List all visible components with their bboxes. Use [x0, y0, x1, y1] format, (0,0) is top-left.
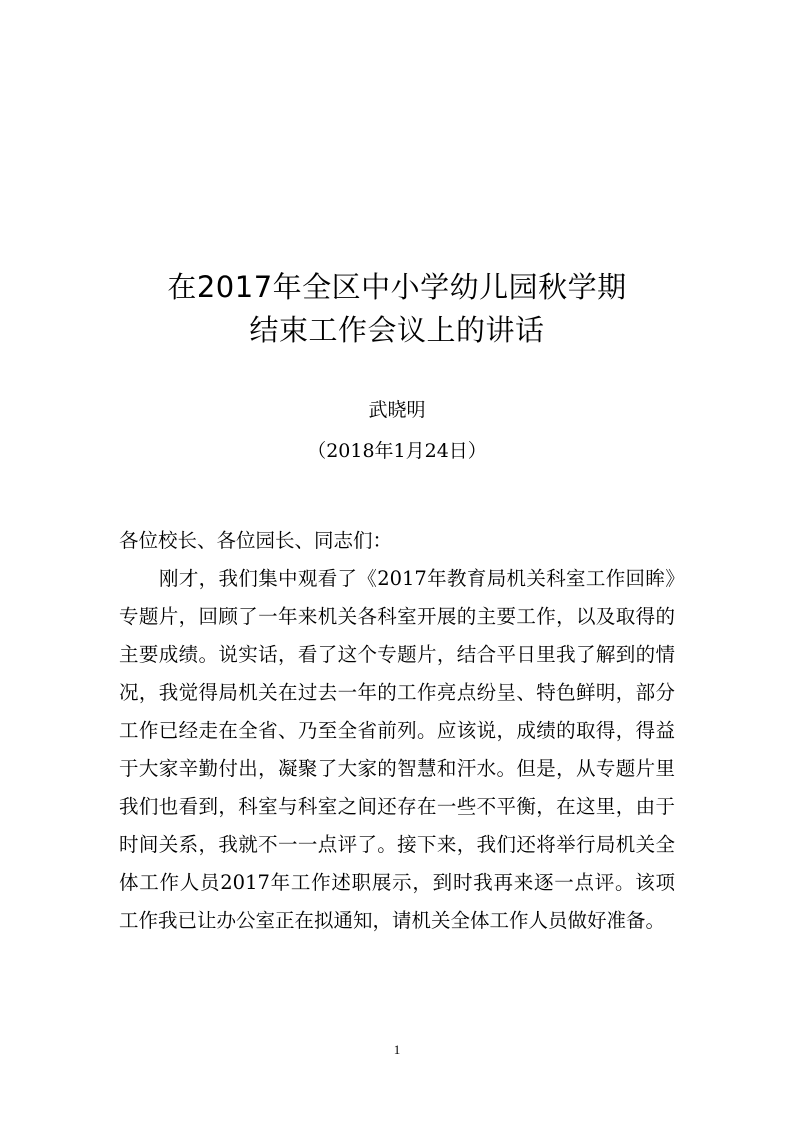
speech-date: （2018年1月24日） — [307, 440, 487, 462]
document-title-line-2: 结束工作会议上的讲话 — [249, 313, 545, 347]
author-name: 武晓明 — [368, 399, 426, 421]
body-paragraph: 刚才，我们集中观看了《2017年教育局机关科室工作回眸》专题片，回顾了一年来机关各科室开展的主要工作，以及取得的主要成绩。说实话，看了这个专题片，结合平日里我了解到的情况，我觉得局机关在过去一年的工作亮点纷呈、特色鲜明，部分工作已经走在全省、乃至全省前列。应该说，成绩的取得，得益于大家辛勤付出，凝聚了大家的智慧和汗水。但是，从专题片里我们也看到，科室与科室之间还存在一些不平衡，在这里，由于时间关系，我就不一一点评了。接下来，我们还将举行局机关全体工作人员2017年工作述职展示，到时我再来逐一点评。该项工作我已让办公室正在拟通知，请机关全体工作人员做好准备。 — [119, 567, 675, 932]
document-title-line-1: 在2017年全区中小学幼儿园秋学期 — [167, 270, 627, 304]
page-number: 1 — [393, 1042, 401, 1057]
salutation: 各位校长、各位园长、同志们： — [119, 529, 393, 552]
